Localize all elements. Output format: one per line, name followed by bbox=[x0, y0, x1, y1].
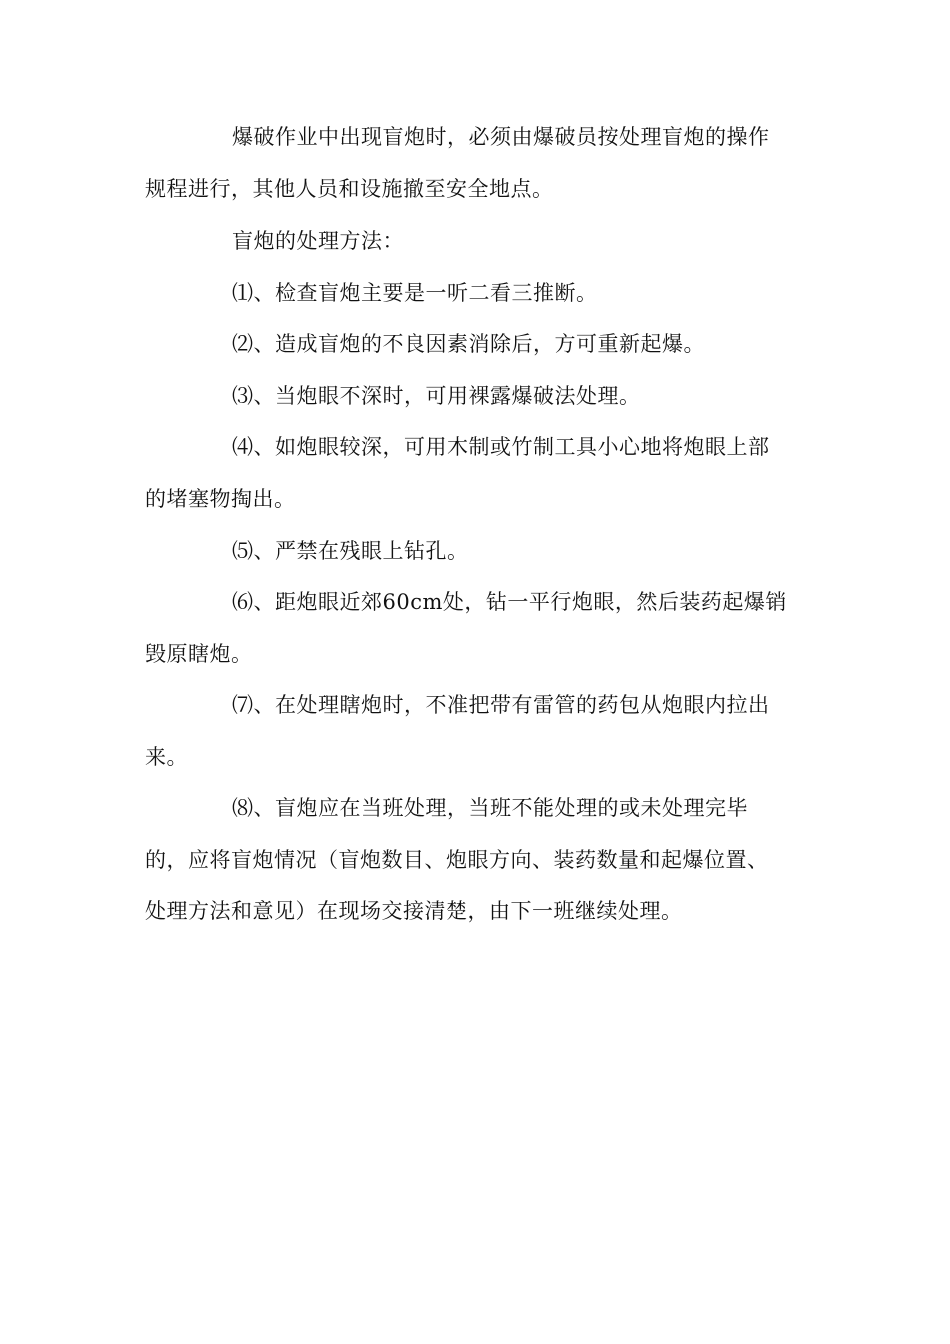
item-2: ⑵、造成盲炮的不良因素消除后，方可重新起爆。 bbox=[232, 332, 705, 356]
item-7-line-1: ⑺、在处理瞎炮时，不准把带有雷管的药包从炮眼内拉出 bbox=[232, 693, 770, 717]
item-8-line-2: 的，应将盲炮情况（盲炮数目、炮眼方向、装药数量和起爆位置、 bbox=[145, 848, 769, 872]
item-8-line-3: 处理方法和意见）在现场交接清楚，由下一班继续处理。 bbox=[145, 899, 683, 923]
item-4-line-2: 的堵塞物掏出。 bbox=[145, 487, 296, 511]
item-5: ⑸、严禁在残眼上钻孔。 bbox=[232, 539, 469, 563]
item-1: ⑴、检查盲炮主要是一听二看三推断。 bbox=[232, 281, 598, 305]
paragraph-intro-line-1: 爆破作业中出现盲炮时，必须由爆破员按处理盲炮的操作 bbox=[232, 125, 770, 149]
item-8-line-1: ⑻、盲炮应在当班处理，当班不能处理的或未处理完毕 bbox=[232, 796, 748, 820]
item-7-line-2: 来。 bbox=[145, 745, 188, 769]
item-3: ⑶、当炮眼不深时，可用裸露爆破法处理。 bbox=[232, 384, 641, 408]
item-6-line-1: ⑹、距炮眼近郊60cm处，钻一平行炮眼，然后装药起爆销 bbox=[232, 590, 787, 614]
paragraph-intro-line-2: 规程进行，其他人员和设施撤至安全地点。 bbox=[145, 177, 554, 201]
item-4-line-1: ⑷、如炮眼较深，可用木制或竹制工具小心地将炮眼上部 bbox=[232, 435, 770, 459]
item-6-line-2: 毁原瞎炮。 bbox=[145, 642, 253, 666]
section-heading: 盲炮的处理方法： bbox=[232, 229, 404, 253]
